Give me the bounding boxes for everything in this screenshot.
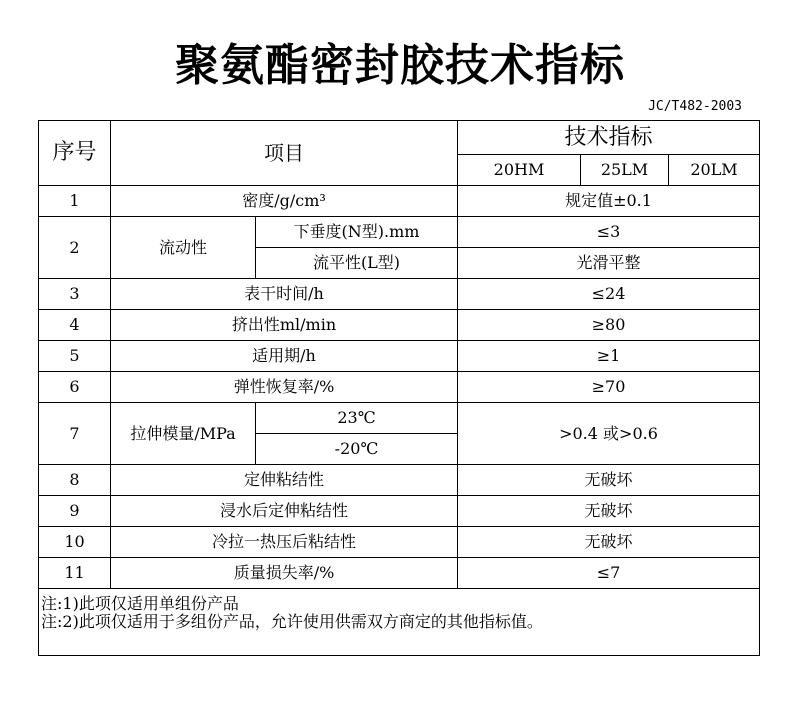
row-item: 质量损失率/% bbox=[111, 558, 458, 589]
row-value: ≤7 bbox=[458, 558, 760, 589]
row-no: 9 bbox=[39, 496, 111, 527]
row-no: 6 bbox=[39, 372, 111, 403]
table-row bbox=[39, 217, 760, 248]
row-value: ≤3 bbox=[458, 217, 760, 248]
table-row bbox=[39, 496, 760, 527]
table-row bbox=[39, 372, 760, 403]
row-group: 流动性 bbox=[111, 217, 256, 279]
standard-code: JC/T482-2003 bbox=[648, 99, 742, 114]
table-row bbox=[39, 341, 760, 372]
row-no: 7 bbox=[39, 403, 111, 465]
page-title: 聚氨酯密封胶技术指标 bbox=[175, 40, 625, 91]
row-item: 适用期/h bbox=[111, 341, 458, 372]
header-row bbox=[39, 121, 760, 155]
table-row bbox=[39, 465, 760, 496]
header-item: 项目 bbox=[111, 121, 458, 186]
row-no: 8 bbox=[39, 465, 111, 496]
row-item: 表干时间/h bbox=[111, 279, 458, 310]
table-row bbox=[39, 186, 760, 217]
spec-table bbox=[38, 120, 760, 656]
row-value: 无破坏 bbox=[458, 465, 760, 496]
notes-row bbox=[39, 589, 760, 656]
table-row bbox=[39, 527, 760, 558]
row-item: 弹性恢复率/% bbox=[111, 372, 458, 403]
row-no: 3 bbox=[39, 279, 111, 310]
row-no: 1 bbox=[39, 186, 111, 217]
row-group: 拉伸模量/MPa bbox=[111, 403, 256, 465]
table-row bbox=[39, 279, 760, 310]
grade-25lm: 25LM bbox=[581, 155, 669, 186]
row-no: 4 bbox=[39, 310, 111, 341]
row-no: 2 bbox=[39, 217, 111, 279]
row-item: 冷拉一热压后粘结性 bbox=[111, 527, 458, 558]
row-subitem: 流平性(L型) bbox=[256, 248, 458, 279]
row-subitem: -20℃ bbox=[256, 434, 458, 465]
header-spec: 技术指标 bbox=[458, 121, 760, 155]
header-no: 序号 bbox=[39, 121, 111, 186]
table-row bbox=[39, 558, 760, 589]
note-2: 注:2)此项仅适用于多组份产品，允许使用供需双方商定的其他指标值。 bbox=[41, 612, 543, 631]
row-value: ≥1 bbox=[458, 341, 760, 372]
row-subitem: 23℃ bbox=[256, 403, 458, 434]
row-item: 密度/g/cm³ bbox=[111, 186, 458, 217]
row-value: ≥80 bbox=[458, 310, 760, 341]
notes bbox=[39, 589, 760, 656]
row-value: 规定值±0.1 bbox=[458, 186, 760, 217]
note-1: 注:1)此项仅适用单组份产品 bbox=[41, 594, 239, 613]
grade-20hm: 20HM bbox=[458, 155, 581, 186]
row-value: >0.4 或>0.6 bbox=[458, 403, 760, 465]
row-item: 浸水后定伸粘结性 bbox=[111, 496, 458, 527]
table-row bbox=[39, 310, 760, 341]
row-no: 11 bbox=[39, 558, 111, 589]
row-item: 定伸粘结性 bbox=[111, 465, 458, 496]
grade-20lm: 20LM bbox=[669, 155, 760, 186]
table-row bbox=[39, 403, 760, 434]
row-no: 10 bbox=[39, 527, 111, 558]
row-value: ≥70 bbox=[458, 372, 760, 403]
row-subitem: 下垂度(N型).mm bbox=[256, 217, 458, 248]
row-value: 无破坏 bbox=[458, 527, 760, 558]
row-no: 5 bbox=[39, 341, 111, 372]
row-item: 挤出性ml/min bbox=[111, 310, 458, 341]
row-value: 无破坏 bbox=[458, 496, 760, 527]
row-value: 光滑平整 bbox=[458, 248, 760, 279]
row-value: ≤24 bbox=[458, 279, 760, 310]
